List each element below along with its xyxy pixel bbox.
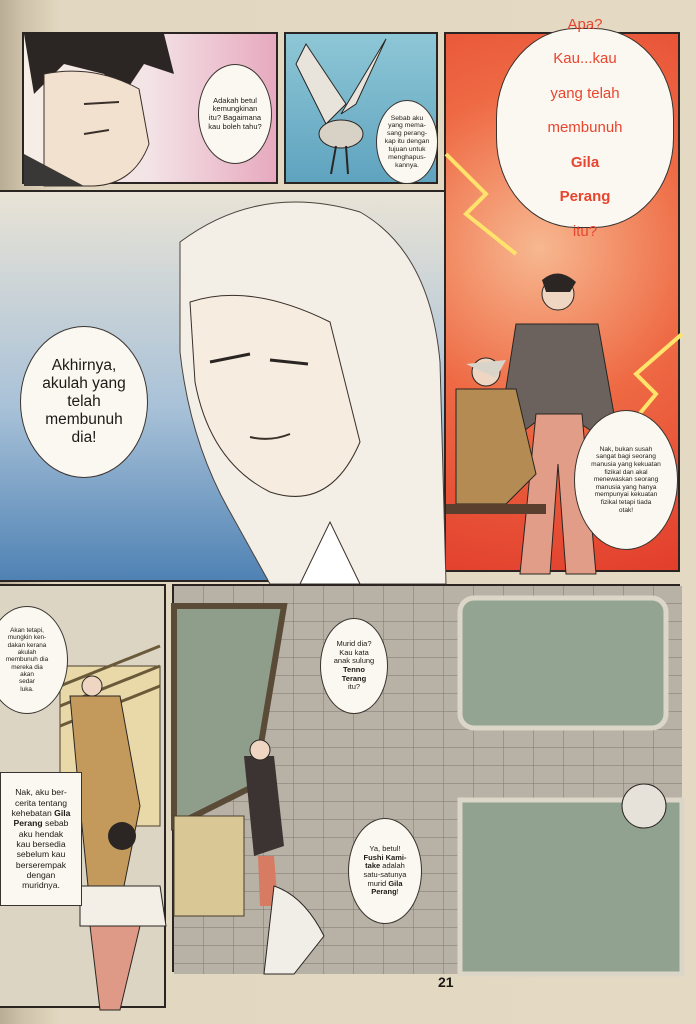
panel-4 bbox=[0, 190, 446, 582]
panel-3 bbox=[444, 15, 680, 572]
panel-2 bbox=[284, 32, 438, 184]
panel-5 bbox=[0, 584, 166, 1008]
page-number: 21 bbox=[438, 974, 454, 990]
box-text: Nak, aku ber- cerita tentang kehebatan bbox=[11, 787, 68, 818]
narration-box bbox=[0, 772, 82, 906]
bubble-text: membunuh bbox=[547, 119, 623, 137]
park-plaza-aerial bbox=[174, 586, 682, 974]
speech-bubble: Akhirnya, akulah yang telah membunuh dia! bbox=[20, 326, 148, 478]
bubble-text: itu? bbox=[572, 222, 598, 240]
speech-bubble: Nak, bukan susah sangat bagi seorang manusia yang kekuatan fizikal dan akal menewaskan seorang manusia yang hanya mempunyai kekuatan fizikal tetapi tiada otak! bbox=[574, 410, 678, 550]
bubble-emphasis: Perang bbox=[559, 188, 611, 206]
bubble-text: adalah satu-satunya murid bbox=[363, 861, 407, 888]
character-face-dark-hair bbox=[24, 34, 174, 186]
box-text: sebab aku hendak kau bersedia sebelum kau berserempak dengan muridnya. bbox=[15, 818, 69, 891]
speech-bubble bbox=[348, 818, 422, 924]
speech-bubble: Akan tetapi, mungkin ken- dakan kerana akulah membunuh dia mereka dia akan sedar luka. bbox=[0, 606, 68, 714]
speech-bubble: Sebab aku yang mema- sang perang- kap itu dengan tujuan untuk menghapus- kannya. bbox=[376, 100, 438, 184]
bubble-text: Ya, betul! bbox=[369, 844, 401, 854]
speech-bubble-shout bbox=[496, 15, 674, 240]
bubble-text: ! bbox=[396, 887, 399, 897]
bubble-emphasis: Fushi Kami- take bbox=[363, 852, 407, 871]
bubble-text: Apa? bbox=[567, 15, 603, 33]
bubble-text: Murid dia? Kau kata anak sulung bbox=[333, 639, 375, 666]
speech-bubble: Adakah betul kemungkinan itu? Bagaimana kau boleh tahu? bbox=[198, 64, 272, 164]
bubble-text: itu? bbox=[347, 682, 361, 692]
bubble-emphasis: Gila Perang bbox=[371, 878, 403, 897]
box-emphasis: Gila Perang bbox=[13, 807, 71, 829]
panel-6 bbox=[172, 584, 680, 972]
speech-bubble bbox=[320, 618, 388, 714]
bubble-emphasis: Gila bbox=[570, 153, 600, 171]
bubble-text: yang telah bbox=[550, 84, 620, 102]
panel-1 bbox=[22, 32, 278, 184]
bubble-emphasis: Tenno Terang bbox=[341, 665, 367, 683]
bubble-text: Kau...kau bbox=[553, 50, 617, 68]
